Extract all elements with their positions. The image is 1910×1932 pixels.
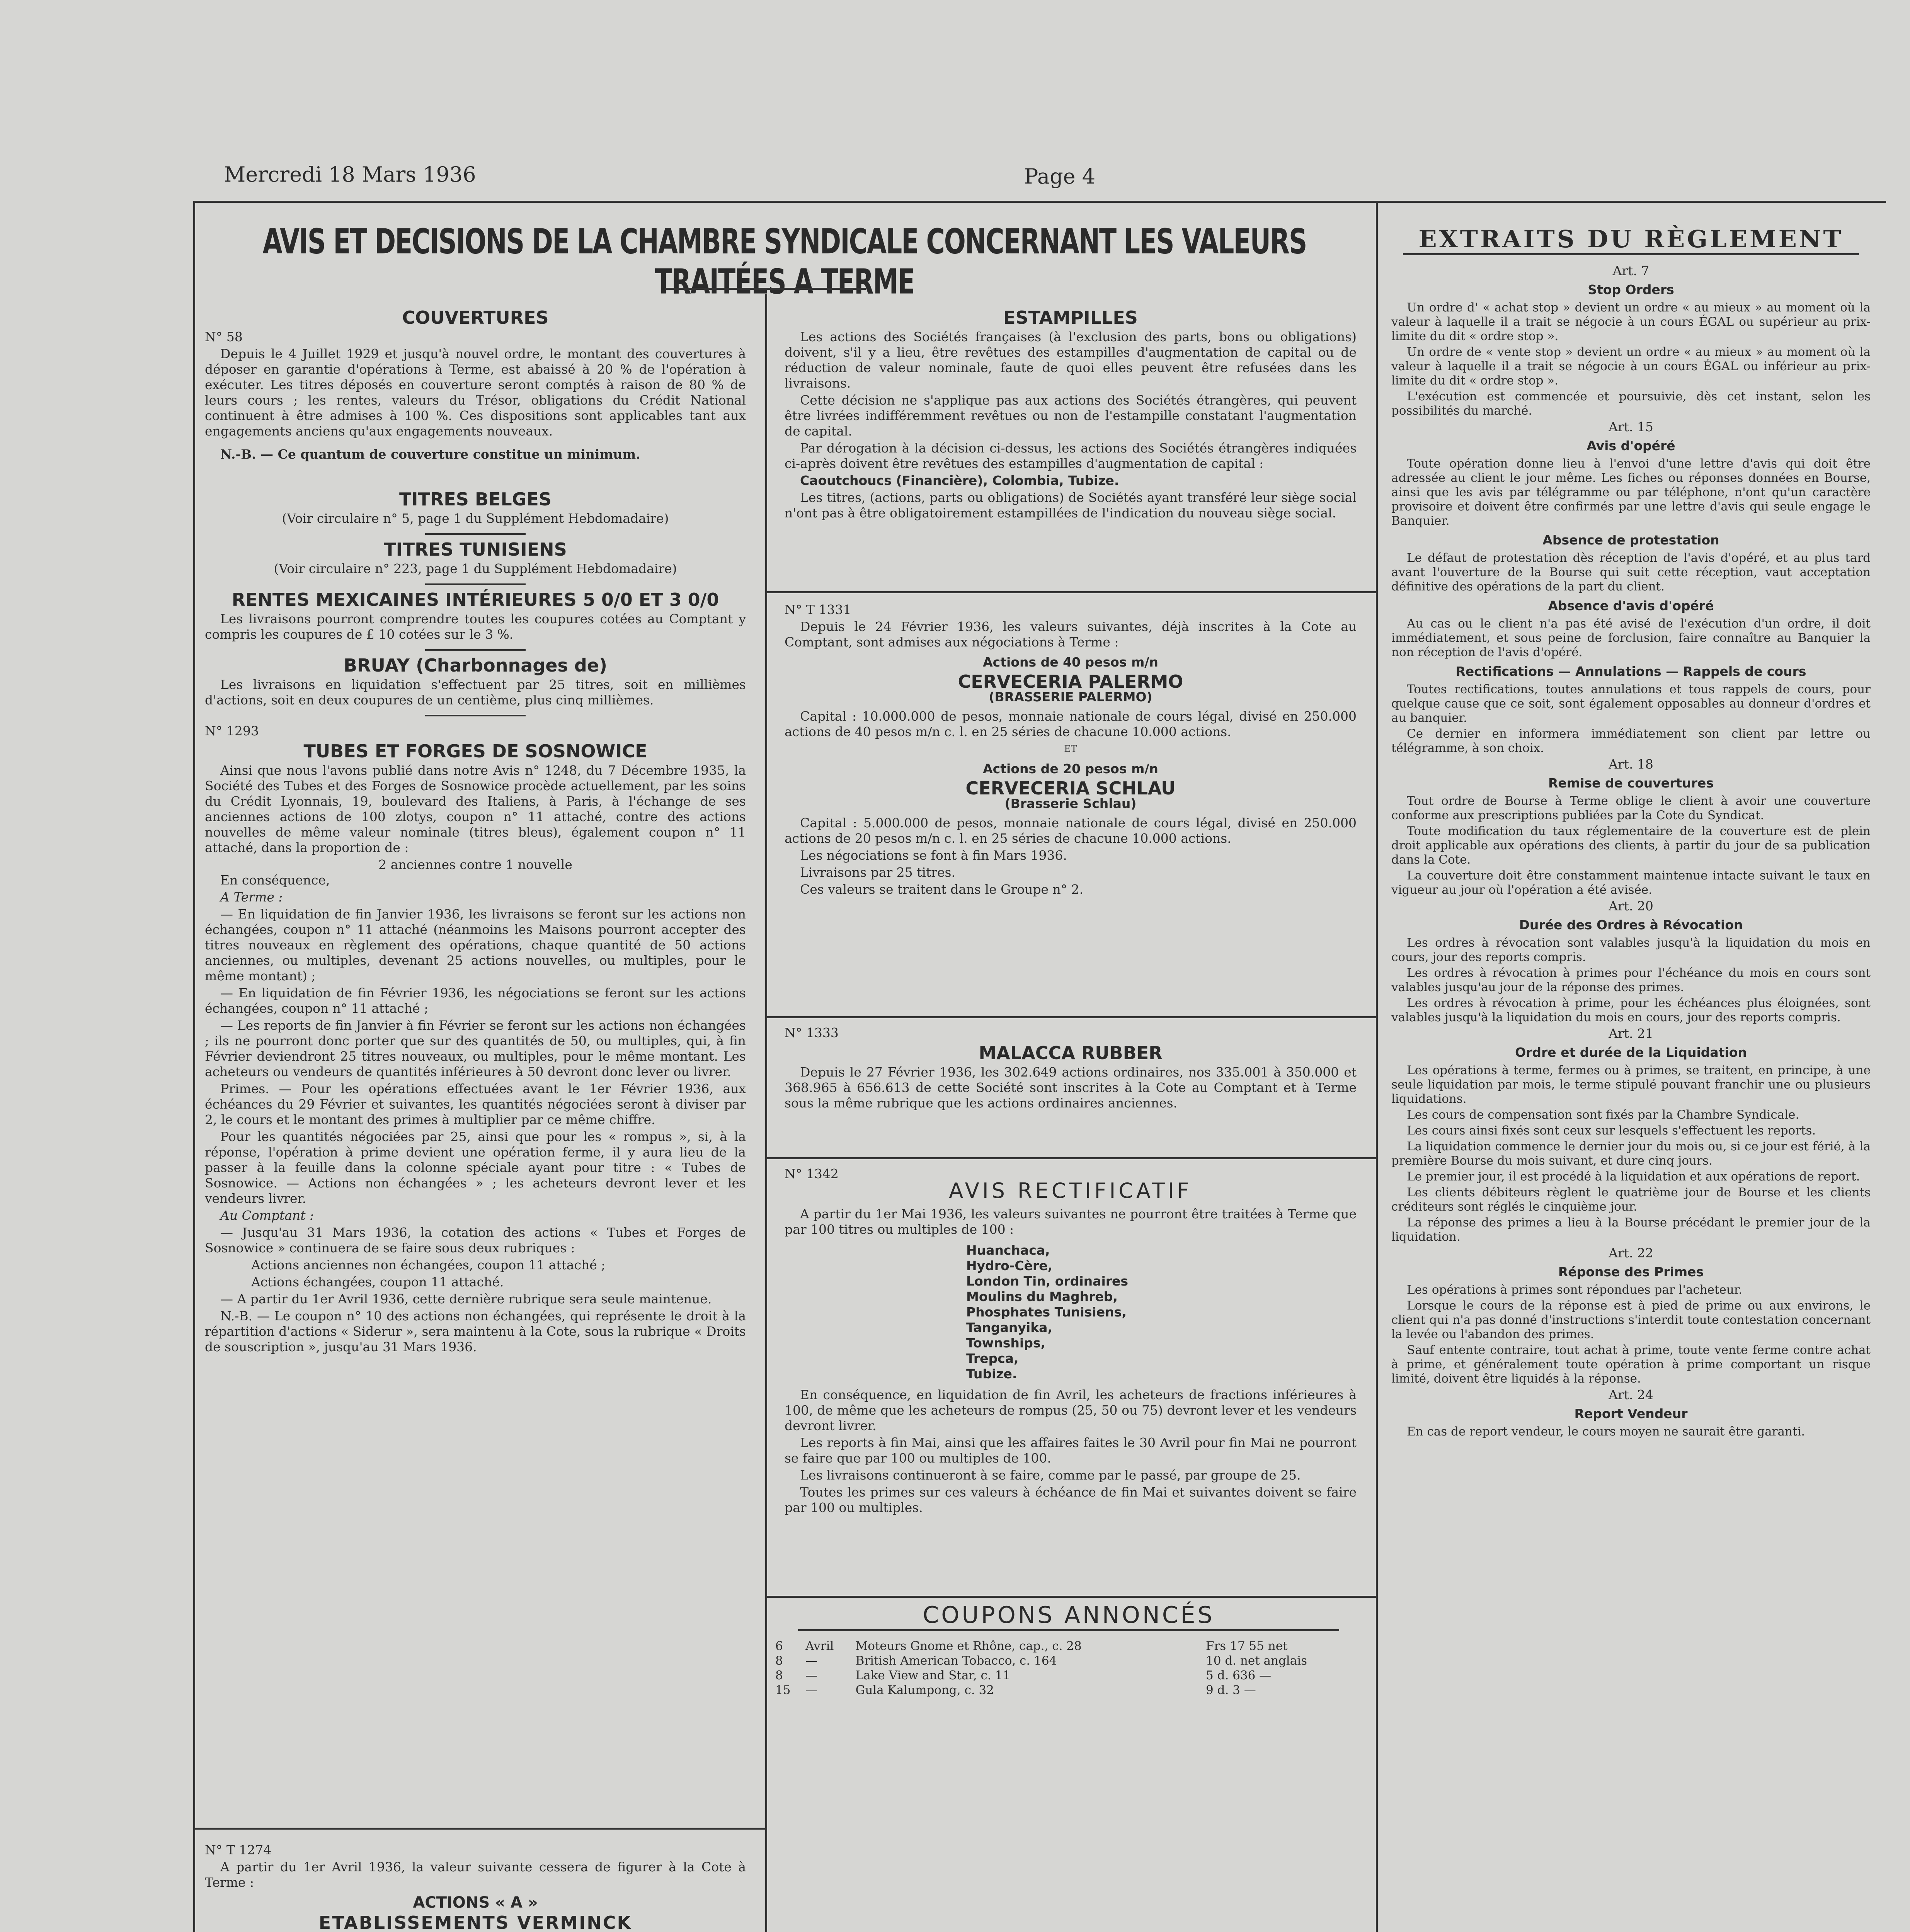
list-item: Moulins du Maghreb, xyxy=(966,1289,1118,1304)
left-column-lower xyxy=(205,1839,746,1932)
ordre-p6: Les clients débiteurs règlent le quatrième jour de Bourse et les clients créditeurs sont réglés le cinquième jour. xyxy=(1391,1185,1871,1214)
main-title: AVIS ET DECISIONS DE LA CHAMBRE SYNDICALE CONCERNANT LES VALEURS TRAITÉES A TERME xyxy=(262,221,1307,302)
art-7: Art. 7 xyxy=(1612,263,1650,278)
titres-belges-title: TITRES BELGES xyxy=(399,489,552,510)
divider xyxy=(425,715,526,716)
duree-p1: Les ordres à révocation sont valables jusqu'à la liquidation du mois en cours, jour des reports compris. xyxy=(1391,936,1871,964)
divider xyxy=(765,1157,1376,1159)
avis-opere-title: Avis d'opéré xyxy=(1587,438,1675,453)
couvertures-text: Depuis le 4 Juillet 1929 et jusqu'à nouvel ordre, le montant des couvertures à déposer en garantie d'opérations à Terme, est abaissé à 20 % de l'opération à exécuter. Les titres déposés en couverture seront comptés à raison de 80 % de leurs cours ; les rentes, valeurs du Trésor, obligations du Crédit National continuent à être admises à 100 %. Ces dispositions sont applicables tant aux engagements anciens qu'aux engagements nouveaux. xyxy=(205,346,746,439)
art-20: Art. 20 xyxy=(1609,898,1653,913)
remise-p1: Tout ordre de Bourse à Terme oblige le client à avoir une couverture conforme aux prescriptions publiées par la Cote du Syndicat. xyxy=(1391,794,1871,822)
palermo-n2: Livraisons par 25 titres. xyxy=(800,865,955,880)
malacca-num: N° 1333 xyxy=(785,1025,839,1040)
art-21: Art. 21 xyxy=(1609,1026,1653,1041)
table-row: 6 Avril Moteurs Gnome et Rhône, cap., c. 28 Frs 17 55 net xyxy=(775,1639,1288,1653)
estampilles-p3: Par dérogation à la décision ci-dessus, les actions des Sociétés étrangères indiquées ci-après doivent être revêtues des estampilles d'augmentation de capital : xyxy=(785,440,1357,471)
reportv-p1: En cas de report vendeur, le cours moyen ne saurait être garanti. xyxy=(1407,1425,1805,1439)
palermo-c1: Capital : 10.000.000 de pesos, monnaie nationale de cours légal, divisé en 250.000 actions de 40 pesos m/n c. l. en 25 séries de chacune 10.000 actions. xyxy=(785,709,1357,739)
palermo-sub2: Actions de 20 pesos m/n xyxy=(983,761,1158,776)
rectifs-p2: Ce dernier en informera immédiatement son client par lettre ou télégramme, à son choix. xyxy=(1391,727,1871,755)
title-underline xyxy=(665,288,866,290)
tubes-p1: Ainsi que nous l'avons publié dans notre Avis n° 1248, du 7 Décembre 1935, la Société des Tubes et des Forges de Sosnowice procède actuellement, par les soins du Crédit Lyonnais, 19, boulevard des Italiens, à Paris, à l'échange de ses anciennes actions de 100 zlotys, coupon n° 11 attaché, contre des actions nouvelles de même valeur nominale (titres bleus), également coupon n° 11 attaché, dans la proportion de : xyxy=(205,763,746,855)
rectif-p4: Les livraisons continueront à se faire, comme par le passé, par groupe de 25. xyxy=(800,1468,1301,1483)
tubes-p4: — Les reports de fin Janvier à fin Février se feront sur les actions non échangées ; ils ne pourront donc porter que sur des quantités de 50, ou multiples, qui, à fin Février deviendront 25 titres nouveaux, ou multiples, pour le même montant. Les acheteurs ou vendeurs de quantités inférieures à 50 devront donc lever ou livrer. xyxy=(205,1018,746,1079)
malacca-section xyxy=(785,1022,1357,1112)
table-row: 8 — Lake View and Star, c. 11 5 d. 636 — xyxy=(775,1668,1272,1682)
left-border xyxy=(193,201,195,1932)
palermo-n3: Ces valeurs se traitent dans le Groupe n° 2. xyxy=(800,882,1084,897)
divider xyxy=(765,1016,1376,1018)
ordre-p1: Les opérations à terme, fermes ou à primes, se traitent, en principe, à une seule liquidation par mois, le terme stipulé pouvant franchir une ou plusieurs liquidations. xyxy=(1391,1063,1871,1106)
rentes-text: Les livraisons pourront comprendre toutes les coupures cotées au Comptant y compris les coupures de £ 10 cotées sur le 3 %. xyxy=(205,611,746,642)
tubes-cons: En conséquence, xyxy=(220,872,330,888)
tubes-title: TUBES ET FORGES DE SOSNOWICE xyxy=(303,741,647,762)
absence-avis-title: Absence d'avis d'opéré xyxy=(1548,598,1714,613)
schlau-sub: (Brasserie Schlau) xyxy=(1004,796,1137,811)
tubes-p6: Pour les quantités négociées par 25, ainsi que pour les « rompus », si, à la réponse, l'opération à prime devient une opération ferme, il y aura lieu de la passer à la feuille dans la colonne spéciale ayant pour titre : « Tubes de Sosnowice. — Actions non échangées » ; les acheteurs devront lever et les vendeurs livrer. xyxy=(205,1129,746,1206)
ordre-p7: La réponse des primes a lieu à la Bourse précédant le premier jour de la liquidation. xyxy=(1391,1216,1871,1244)
right-col-divider xyxy=(1376,201,1378,1932)
stop-p1: Un ordre d' « achat stop » devient un ordre « au mieux » au moment où la valeur à laquelle il a trait se négocie à un cours ÉGAL ou supérieur au prix-limite du dit « ordre stop ». xyxy=(1391,301,1871,343)
protest-p1: Le défaut de protestation dès réception de l'avis d'opéré, et au plus tard avant l'ouverture de la Bourse qui suit cette réception, vaut acceptation définitive des opérations de la part du client. xyxy=(1391,551,1871,594)
couvertures-num: N° 58 xyxy=(205,329,243,344)
duree-title: Durée des Ordres à Révocation xyxy=(1519,917,1743,932)
protestation-title: Absence de protestation xyxy=(1542,532,1719,548)
palermo-p1: Depuis le 24 Février 1936, les valeurs suivantes, déjà inscrites à la Cote au Comptant, sont admises aux négociations à Terme : xyxy=(785,619,1357,650)
remise-p3: La couverture doit être constamment maintenue intacte suivant le taux en vigueur au jour où l'opération a été avisée. xyxy=(1391,869,1871,897)
list-item: Townships, xyxy=(966,1335,1046,1350)
art-15: Art. 15 xyxy=(1609,419,1653,434)
remise-title: Remise de couvertures xyxy=(1548,776,1714,791)
estampilles-p2: Cette décision ne s'applique pas aux actions des Sociétés étrangères, qui peuvent être livrées indifféremment revêtues ou non de l'estampille constatant l'augmentation de capital. xyxy=(785,393,1357,439)
titres-belges-sub: (Voir circulaire n° 5, page 1 du Supplément Hebdomadaire) xyxy=(282,511,669,526)
rectif-p5: Toutes les primes sur ces valeurs à échéance de fin Mai et suivantes doivent se faire par 100 ou multiples. xyxy=(785,1485,1357,1515)
opere-p1: Toute opération donne lieu à l'envoi d'une lettre d'avis qui doit être adressée au client le jour même. Les fiches ou réponses données en Bourse, ainsi que les avis par télégramme ou par téléphone, n'ont qu'un caractère provisoire et doivent être confirmés par une lettre d'avis qui seule engage le Banquier. xyxy=(1391,457,1871,528)
stop-orders-title: Stop Orders xyxy=(1588,282,1674,297)
tubes-p8: — A partir du 1er Avril 1936, cette dernière rubrique sera seule maintenue. xyxy=(220,1291,712,1306)
rentes-title: RENTES MEXICAINES INTÉRIEURES 5 0/0 ET 3 0/0 xyxy=(232,589,719,610)
rectifs-p1: Toutes rectifications, toutes annulations et tous rappels de cours, pour quelque cause que ce soit, sont également opposables au donneur d'ordres et au banquier. xyxy=(1391,682,1871,725)
ordre-p3: Les cours ainsi fixés sont ceux sur lesquels s'effectuent les reports. xyxy=(1407,1124,1816,1138)
couvertures-title: COUVERTURES xyxy=(402,307,549,328)
art-18: Art. 18 xyxy=(1609,757,1653,772)
palermo-et: ET xyxy=(1064,743,1077,754)
tubes-ratio: 2 anciennes contre 1 nouvelle xyxy=(378,857,572,872)
divider xyxy=(1403,253,1859,255)
tubes-r1: Actions anciennes non échangées, coupon 11 attaché ; xyxy=(251,1257,606,1272)
stop-p2: Un ordre de « vente stop » devient un ordre « au mieux » au moment où la valeur à laquelle il a trait se négocie à un cours ÉGAL ou inférieur au prix-limite du dit « ordre stop ». xyxy=(1391,345,1871,388)
verminck-text: A partir du 1er Avril 1936, la valeur suivante cessera de figurer à la Cote à Terme : xyxy=(205,1859,746,1890)
coupons-section xyxy=(773,1602,1364,1697)
bruay-title: BRUAY (Charbonnages de) xyxy=(344,655,607,676)
palermo-n1: Les négociations se font à fin Mars 1936. xyxy=(800,848,1067,863)
right-column xyxy=(1391,225,1871,1440)
verminck-sub: ACTIONS « A » xyxy=(413,1894,538,1912)
malacca-title: MALACCA RUBBER xyxy=(979,1043,1163,1063)
malacca-p1: Depuis le 27 Février 1936, les 302.649 actions ordinaires, nos 335.001 à 350.000 et 368.965 à 656.613 de cette Société sont inscrites à la Cote au Comptant et à Terme sous la même rubrique que les actions ordinaires anciennes. xyxy=(785,1065,1357,1111)
verminck-title: ETABLISSEMENTS VERMINCK xyxy=(318,1912,632,1932)
titres-tunisiens-title: TITRES TUNISIENS xyxy=(384,539,567,560)
middle-column xyxy=(785,305,1357,522)
list-item: Huanchaca, xyxy=(966,1243,1050,1258)
estampilles-list: Caoutchoucs (Financière), Colombia, Tubize. xyxy=(800,473,1119,488)
tubes-comptant: Au Comptant : xyxy=(220,1208,314,1223)
duree-p2: Les ordres à révocation à primes pour l'échéance du mois en cours sont valables jusqu'au jour de la réponse des primes. xyxy=(1391,966,1871,994)
titres-tunisiens-sub: (Voir circulaire n° 223, page 1 du Supplément Hebdomadaire) xyxy=(274,561,677,576)
tubes-num: N° 1293 xyxy=(205,723,259,738)
ordre-p5: Le premier jour, il est procédé à la liquidation et aux opérations de report. xyxy=(1407,1170,1860,1184)
estampilles-p4: Les titres, (actions, parts ou obligations) de Sociétés ayant transféré leur siège social n'ont pas à être obligatoirement estampillées de l'indication du nouveau siège social. xyxy=(785,490,1357,520)
estampilles-title: ESTAMPILLES xyxy=(1003,307,1138,328)
absavis-p1: Au cas ou le client n'a pas été avisé de l'exécution d'un ordre, il doit immédiatement, et sous peine de forclusion, faire connaître au Banquier la non réception de l'avis d'opéré. xyxy=(1391,617,1871,659)
stop-p3: L'exécution est commencée et poursuivie, dès cet instant, selon les possibilités du marché. xyxy=(1391,389,1871,418)
reponse-title: Réponse des Primes xyxy=(1558,1264,1704,1279)
art-22: Art. 22 xyxy=(1609,1245,1653,1260)
list-item: Phosphates Tunisiens, xyxy=(966,1304,1127,1320)
liquidation-title: Ordre et durée de la Liquidation xyxy=(1515,1045,1747,1060)
mid-col-divider xyxy=(765,294,767,1932)
divider xyxy=(425,583,526,585)
divider xyxy=(193,1828,765,1830)
tubes-aterme: A Terme : xyxy=(220,889,283,905)
palermo-num: N° T 1331 xyxy=(785,602,851,617)
rectif-list xyxy=(785,1243,1357,1382)
bruay-text: Les livraisons en liquidation s'effectuent par 25 titres, soit en millièmes d'actions, soit en deux coupures de un centième, plus cinq millièmes. xyxy=(205,677,746,707)
list-item: Tanganyika, xyxy=(966,1320,1052,1335)
tubes-p5: Primes. — Pour les opérations effectuées avant le 1er Février 1936, aux échéances du 29 Février et suivantes, les quantités négociées seront à diviser par 2, le cours et le montant des primes à multiplier par ce même chiffre. xyxy=(205,1081,746,1127)
remise-p2: Toute modification du taux réglementaire de la couverture est de plein droit applicable aux opérations des clients, à partir du jour de sa publication dans la Cote. xyxy=(1391,824,1871,867)
divider xyxy=(765,1596,1376,1598)
divider xyxy=(798,1629,1339,1631)
reponse-p2: Lorsque le cours de la réponse est à pied de prime ou aux environs, le client qui n'a pas donné d'instructions s'interdit toute contestation concernant la levée ou l'abandon des primes. xyxy=(1391,1299,1871,1341)
reglement-title: EXTRAITS DU RÈGLEMENT xyxy=(1418,225,1844,253)
divider xyxy=(425,533,526,535)
art-24: Art. 24 xyxy=(1609,1387,1653,1402)
tubes-p2: — En liquidation de fin Janvier 1936, les livraisons se feront sur les actions non échangées, coupon n° 11 attaché (néanmoins les Maisons pourront accepter des titres nouveaux en règlement des opérations, chaque quantité de 50 actions anciennes, ou multiples, devenant 25 actions nouvelles, ou multiples, pour le même montant) ; xyxy=(205,906,746,983)
palermo-section xyxy=(785,599,1357,899)
list-item: Trepca, xyxy=(966,1351,1019,1366)
reponse-p3: Sauf entente contraire, tout achat à prime, toute vente ferme contre achat à prime, et généralement toute opération à prime comportant un risque limité, doivent être liquidés à la réponse. xyxy=(1391,1343,1871,1386)
palermo-t1b: (BRASSERIE PALERMO) xyxy=(989,689,1152,704)
reponse-p1: Les opérations à primes sont répondues par l'acheteur. xyxy=(1407,1283,1743,1297)
palermo-t1: CERVECERIA PALERMO xyxy=(958,671,1183,692)
rectif-p3: Les reports à fin Mai, ainsi que les affaires faites le 30 Avril pour fin Mai ne pourront se faire que par 100 ou multiples de 100. xyxy=(785,1435,1357,1466)
coupons-title: COUPONS ANNONCÉS xyxy=(923,1602,1215,1629)
top-rule xyxy=(193,201,1886,203)
rectif-section xyxy=(785,1163,1357,1517)
tubes-r2: Actions échangées, coupon 11 attaché. xyxy=(251,1274,504,1289)
header-date: Mercredi 18 Mars 1936 xyxy=(224,162,476,187)
palermo-sub1: Actions de 40 pesos m/n xyxy=(983,655,1158,670)
estampilles-p1: Les actions des Sociétés françaises (à l'exclusion des parts, bons ou obligations) doivent, s'il y a lieu, être revêtues des estampilles d'augmentation de capital ou de réduction de valeur nominale, faute de quoi elles peuvent être refusées dans les livraisons. xyxy=(785,329,1357,391)
duree-p3: Les ordres à révocation à prime, pour les échéances plus éloignées, sont valables jusqu'à la liquidation du mois en cours, jour des reports compris. xyxy=(1391,996,1871,1024)
schlau-title: CERVECERIA SCHLAU xyxy=(965,778,1176,799)
rectif-title: AVIS RECTIFICATIF xyxy=(949,1179,1192,1203)
list-item: London Tin, ordinaires xyxy=(966,1274,1129,1289)
table-row: 15 — Gula Kalumpong, c. 32 9 d. 3 — xyxy=(775,1683,1256,1697)
ordre-p2: Les cours de compensation sont fixés par la Chambre Syndicale. xyxy=(1407,1108,1799,1122)
palermo-c2: Capital : 5.000.000 de pesos, monnaie nationale de cours légal, divisé en 250.000 actions de 20 pesos m/n c. l. en 25 séries de chacune 10.000 actions. xyxy=(785,815,1357,846)
rectif-p1: A partir du 1er Mai 1936, les valeurs suivantes ne pourront être traitées à Terme que par 100 titres ou multiples de 100 : xyxy=(785,1206,1357,1237)
divider xyxy=(425,649,526,651)
divider xyxy=(765,591,1376,593)
rectifications-title: Rectifications — Annulations — Rappels de cours xyxy=(1455,664,1806,679)
verminck-num: N° T 1274 xyxy=(205,1842,272,1857)
report-vendeur-title: Report Vendeur xyxy=(1574,1406,1688,1421)
rectif-num: N° 1342 xyxy=(785,1166,839,1181)
header-page: Page 4 xyxy=(1024,164,1096,189)
coupons-table xyxy=(773,1639,1364,1697)
list-item: Hydro-Cère, xyxy=(966,1258,1053,1273)
ordre-p4: La liquidation commence le dernier jour du mois ou, si ce jour est férié, à la première Bourse du mois suivant, et dure cinq jours. xyxy=(1391,1139,1871,1168)
tubes-p7: — Jusqu'au 31 Mars 1936, la cotation des actions « Tubes et Forges de Sosnowice » continuera de se faire sous deux rubriques : xyxy=(205,1225,746,1255)
list-item: Tubize. xyxy=(966,1366,1017,1381)
tubes-p9: N.-B. — Le coupon n° 10 des actions non échangées, qui représente le droit à la répartition d'actions « Siderur », sera maintenu à la Cote, sous la rubrique « Droits de souscription », jusqu'au 31 Mars 1936. xyxy=(205,1308,746,1354)
table-row: 8 — British American Tobacco, c. 164 10 d. net anglais xyxy=(775,1654,1307,1668)
rectif-p2: En conséquence, en liquidation de fin Avril, les acheteurs de fractions inférieures à 100, de même que les acheteurs de rompus (25, 50 ou 75) devront lever et les vendeurs devront livrer. xyxy=(785,1387,1357,1433)
tubes-p3: — En liquidation de fin Février 1936, les négociations se feront sur les actions échangées, coupon n° 11 attaché ; xyxy=(205,985,746,1016)
couvertures-nb: N.-B. — Ce quantum de couverture constitue un minimum. xyxy=(220,447,640,462)
left-column xyxy=(205,305,746,1356)
